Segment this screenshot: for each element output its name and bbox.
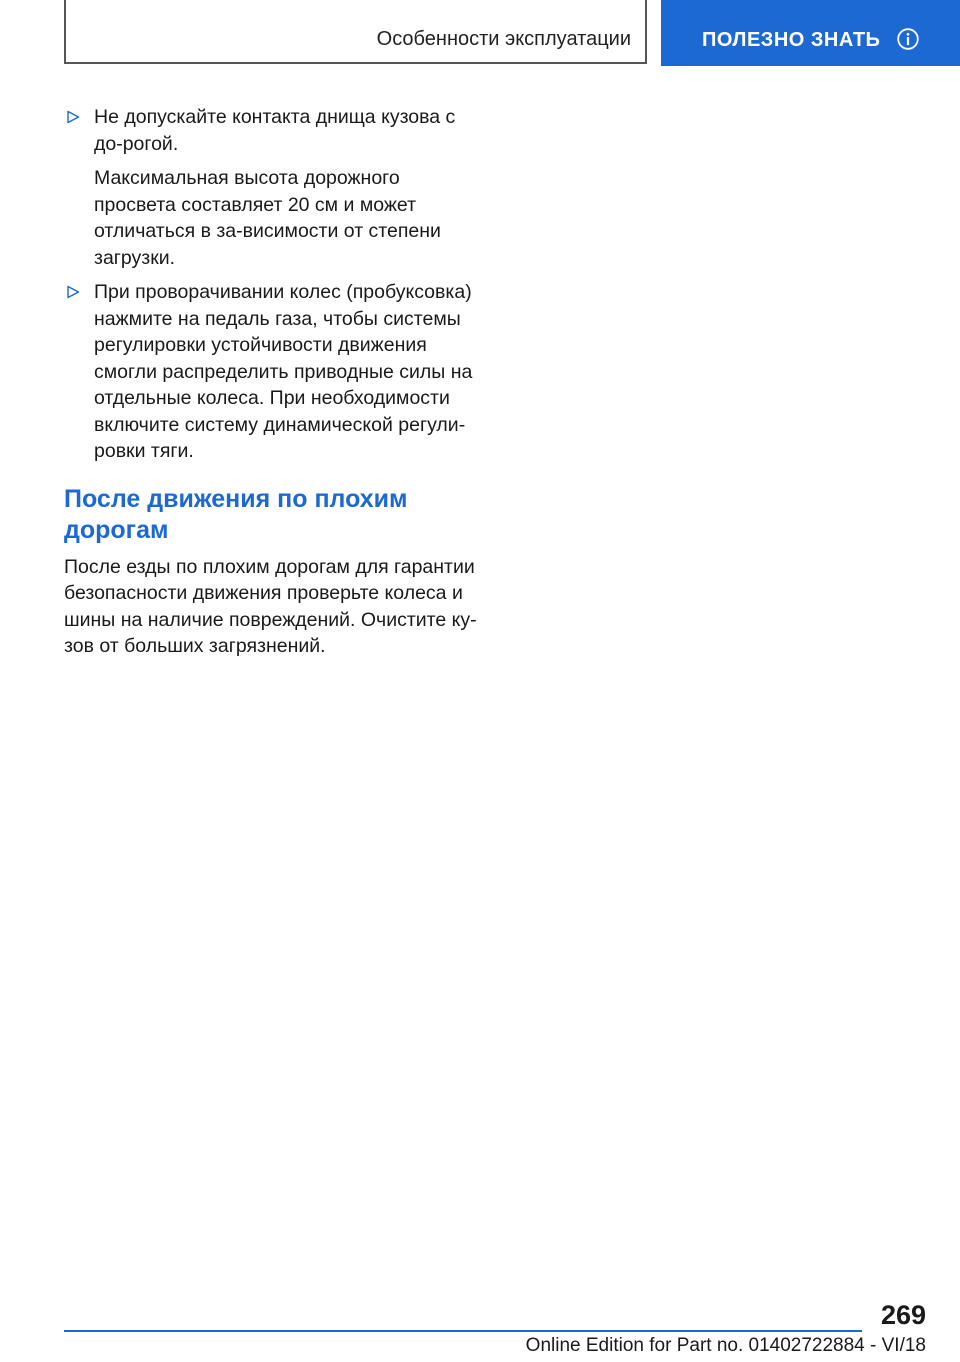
header-section-box xyxy=(64,0,647,64)
bullet-paragraph: Не допускайте контакта днища кузова с до-рогой. xyxy=(94,106,456,155)
section-heading: После движения по плохим дорогам xyxy=(64,484,408,544)
bullet-paragraph: Максимальная высота дорожного просвета составляет 20 см и может отличаться в за-висимости от степени загрузки. xyxy=(94,167,441,269)
bullet-item xyxy=(64,104,484,271)
footer-edition: Online Edition for Part no. 01402722884 - VI/18 xyxy=(525,1335,926,1356)
info-icon xyxy=(897,28,919,50)
triangle-bullet-icon xyxy=(66,285,80,299)
page-content xyxy=(64,104,484,660)
bullet-paragraph: При проворачивании колес (пробуксовка) нажмите на педаль газа, чтобы системы регулировки устойчивости движения смогли распределить приводные силы на отдельные колеса. При необходимости включите систему динамической регули-ровки тяги. xyxy=(94,281,473,462)
chapter-tab[interactable] xyxy=(661,0,960,66)
chapter-title: ПОЛЕЗНО ЗНАТЬ xyxy=(702,29,881,51)
section-title: Особенности эксплуатации xyxy=(376,28,631,50)
section-body: После езды по плохим дорогам для гарантии безопасности движения проверьте колеса и шины на наличие повреждений. Очистите ку-зов от больших загрязнений. xyxy=(64,555,477,657)
footer-divider xyxy=(64,1330,862,1332)
bullet-item xyxy=(64,279,484,465)
page-number: 269 xyxy=(880,1300,926,1330)
triangle-bullet-icon xyxy=(66,110,80,124)
